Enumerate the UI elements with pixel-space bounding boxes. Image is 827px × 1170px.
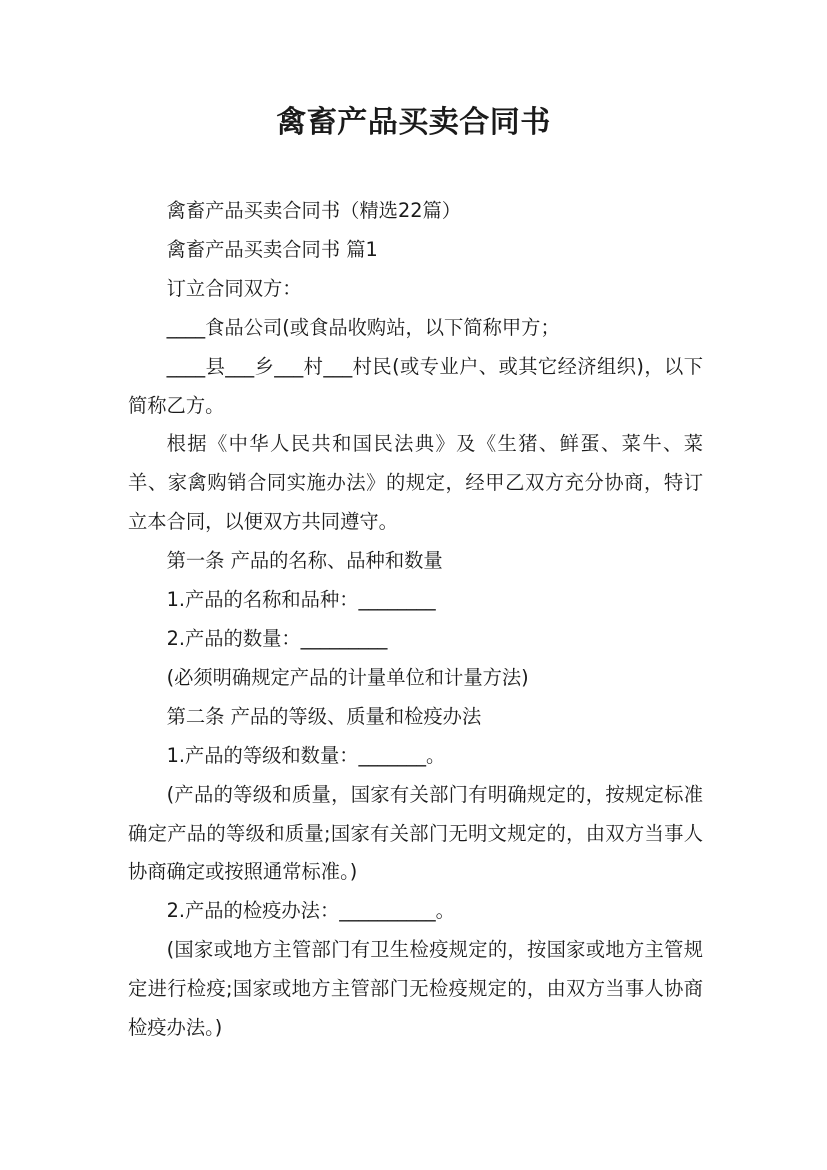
paragraph-article-2-item-1: 1.产品的等级和数量：_______。 [166,743,446,767]
paragraph-parties-intro: 订立合同双方： [166,276,302,300]
paragraph-article-1-item-1: 1.产品的名称和品种：________ [166,588,436,612]
paragraph-article-2-heading: 第二条 产品的等级、质量和检疫办法 [166,704,482,728]
paragraph-party-b: ____县___乡___村___村民(或专业户、或其它经济组织)，以下简称乙方。 [128,354,703,417]
paragraph-article-1-note: (必须明确规定产品的计量单位和计量方法) [166,665,529,689]
document-title: 禽畜产品买卖合同书 [276,105,551,140]
document-body [128,192,703,1048]
paragraph-article-1-heading: 第一条 产品的名称、品种和数量 [166,549,443,573]
paragraph-article-2-note-2: (国家或地方主管部门有卫生检疫规定的，按国家或地方主管规定进行检疫;国家或地方主管部门无检疫规定的，由双方当事人协商检疫办法。) [128,938,703,1040]
paragraph-party-a: ____食品公司(或食品收购站，以下简称甲方； [166,315,560,339]
paragraph-article-2-note-1: (产品的等级和质量，国家有关部门有明确规定的，按规定标准确定产品的等级和质量;国家有关部门无明文规定的，由双方当事人协商确定或按照通常标准。) [128,782,703,884]
paragraph-section-heading: 禽畜产品买卖合同书 篇1 [166,237,378,261]
paragraph-subtitle: 禽畜产品买卖合同书（精选22篇） [166,199,462,222]
paragraph-article-2-item-2: 2.产品的检疫办法：__________。 [166,899,455,923]
paragraph-basis: 根据《中华人民共和国民法典》及《生猪、鲜蛋、菜牛、菜羊、家禽购销合同实施办法》的规定，经甲乙双方充分协商，特订立本合同，以便双方共同遵守。 [128,432,703,534]
paragraph-article-1-item-2: 2.产品的数量：_________ [166,626,388,650]
